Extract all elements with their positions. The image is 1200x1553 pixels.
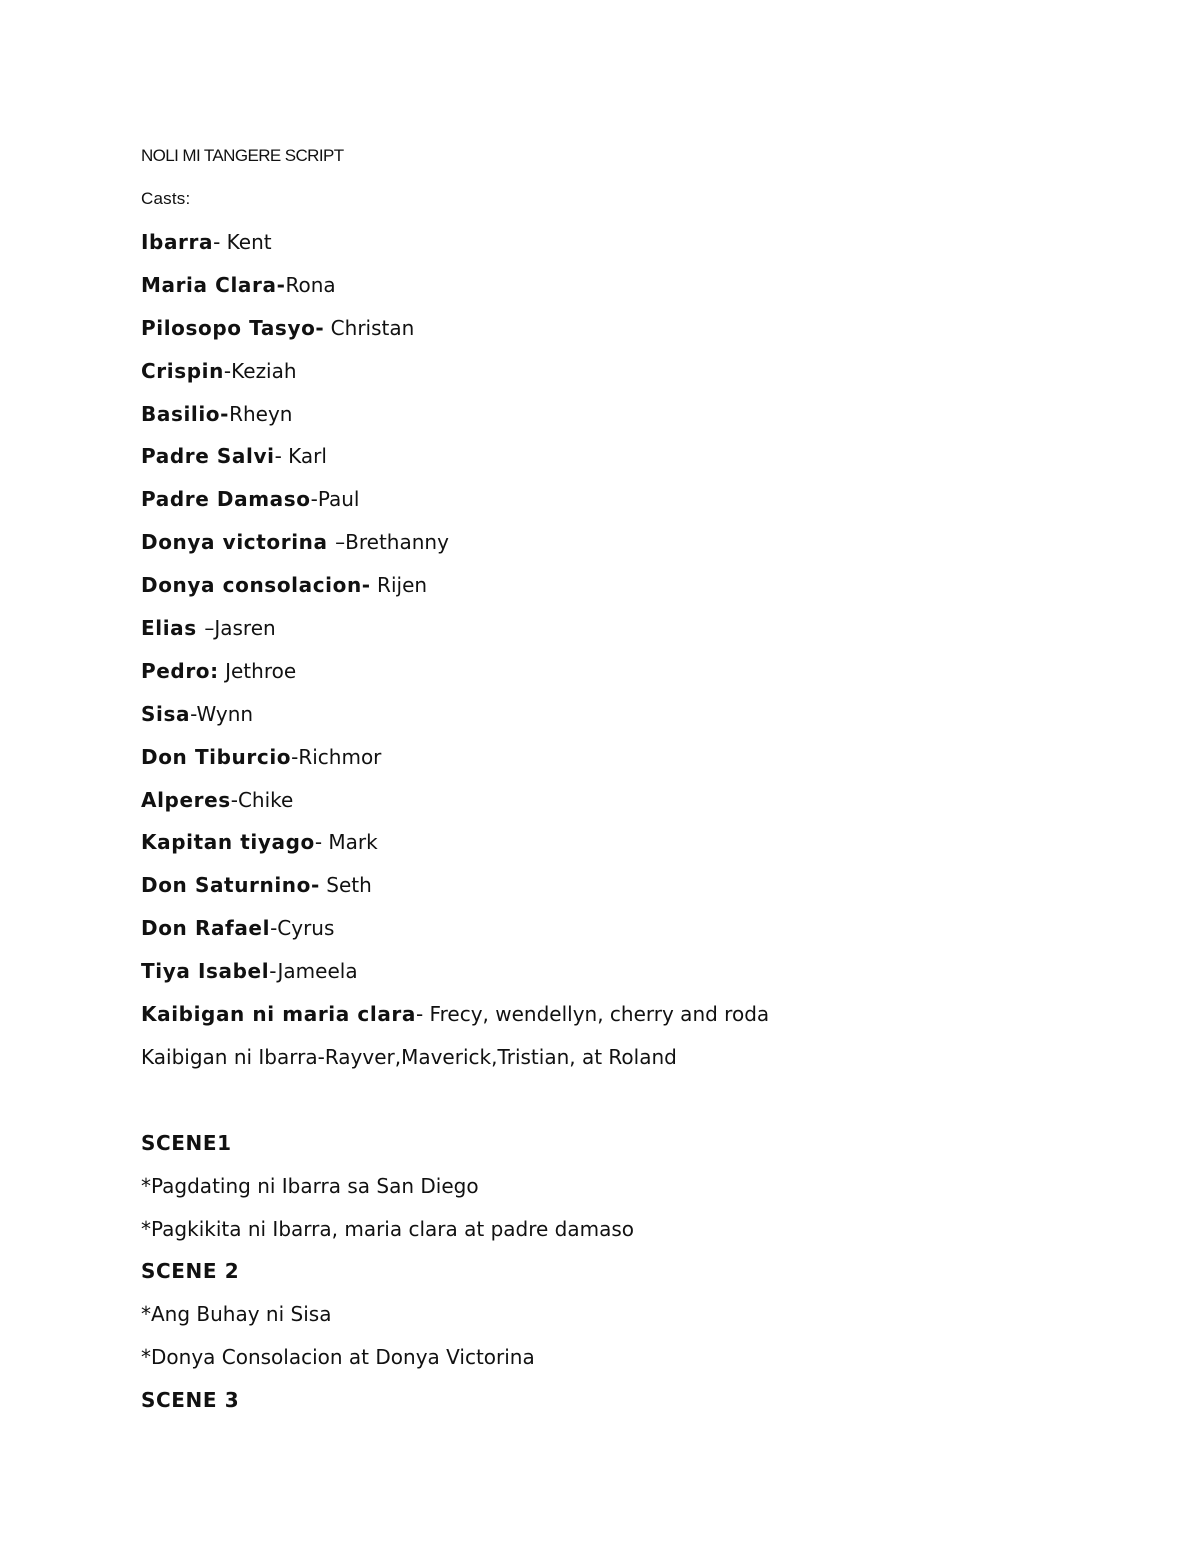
cast-entry (141, 871, 1141, 899)
cast-actor: -Wynn (190, 701, 254, 726)
cast-actor: Rona (285, 272, 336, 297)
cast-actor: -Jameela (269, 959, 358, 984)
casts-heading: Casts: (141, 189, 191, 208)
cast-role: Tiya Isabel (141, 959, 270, 984)
cast-role: Padre Salvi (141, 444, 275, 469)
section-spacer (141, 1086, 1141, 1129)
cast-role: Basilio- (141, 401, 230, 426)
cast-entry (141, 914, 1141, 942)
cast-entry (141, 442, 1141, 470)
scene-item: *Pagkikita ni Ibarra, maria clara at padre damaso (141, 1216, 635, 1241)
cast-actor: - Kent (213, 230, 272, 254)
cast-role: Padre Damaso (141, 487, 311, 512)
cast-role: Kapitan tiyago (141, 830, 315, 855)
cast-actor: - Mark (314, 830, 378, 855)
cast-entry (141, 957, 1141, 985)
cast-role: Elias (141, 616, 205, 641)
cast-role: Ibarra (141, 230, 214, 254)
scene-heading-text: SCENE 3 (141, 1388, 240, 1413)
cast-entry (141, 271, 1141, 299)
cast-actor: Rheyn (229, 401, 293, 426)
cast-role: Don Rafael (141, 916, 271, 941)
scene-heading (141, 1386, 1141, 1414)
cast-entry (141, 528, 1141, 556)
cast-actor: –Brethanny (335, 530, 449, 555)
cast-entry (141, 357, 1141, 385)
cast-entry (141, 657, 1141, 685)
cast-actor: -Paul (310, 487, 360, 512)
cast-actor: - Karl (274, 444, 327, 469)
cast-actor: - Frecy, wendellyn, cherry and roda (415, 1002, 770, 1027)
scene-section (141, 1386, 1141, 1414)
document-body (141, 142, 1141, 1429)
cast-role: Don Saturnino- (141, 873, 320, 898)
cast-role: Don Tiburcio (141, 744, 292, 769)
cast-entry (141, 571, 1141, 599)
scene-section (141, 1129, 1141, 1243)
cast-list (141, 228, 1141, 1071)
cast-actor: -Chike (230, 787, 294, 812)
cast-entry (141, 314, 1141, 342)
cast-role: Sisa (141, 701, 191, 726)
cast-entry (141, 400, 1141, 428)
scene-heading (141, 1257, 1141, 1285)
ibarra-friends-line: Kaibigan ni Ibarra-Rayver,Maverick,Tristian, at Roland (141, 1044, 677, 1069)
scene-item: *Ang Buhay ni Sisa (141, 1302, 332, 1327)
cast-entry (141, 743, 1141, 771)
cast-role: Donya victorina (141, 530, 336, 555)
scene-section (141, 1257, 1141, 1371)
cast-actor: –Jasren (204, 616, 276, 641)
cast-actor: Rijen (370, 573, 428, 598)
cast-actor: -Keziah (223, 358, 297, 383)
scene-heading-text: SCENE1 (141, 1130, 232, 1155)
cast-actor: Jethroe (218, 658, 297, 683)
cast-actor: Christan (324, 315, 415, 340)
cast-entry (141, 614, 1141, 642)
document-title: NOLI MI TANGERE SCRIPT (141, 146, 344, 165)
cast-role: Kaibigan ni maria clara (141, 1002, 416, 1027)
cast-role: Pilosopo Tasyo- (141, 315, 325, 340)
cast-role: Pedro: (141, 658, 219, 683)
cast-entry (141, 700, 1141, 728)
cast-role: Donya consolacion- (141, 573, 371, 598)
cast-entry (141, 228, 1141, 256)
cast-entry (141, 828, 1141, 856)
scene-heading-text: SCENE 2 (141, 1259, 240, 1284)
scene-item: *Donya Consolacion at Donya Victorina (141, 1345, 535, 1370)
scene-item: *Pagdating ni Ibarra sa San Diego (141, 1173, 479, 1198)
cast-role: Crispin (141, 358, 224, 383)
cast-entry (141, 1000, 1141, 1028)
cast-actor: Seth (319, 873, 372, 898)
cast-actor: -Cyrus (270, 916, 335, 941)
cast-role: Alperes (141, 787, 231, 812)
scene-heading (141, 1129, 1141, 1157)
cast-entry (141, 485, 1141, 513)
cast-entry (141, 786, 1141, 814)
cast-actor: -Richmor (291, 744, 382, 769)
cast-role: Maria Clara- (141, 272, 286, 297)
